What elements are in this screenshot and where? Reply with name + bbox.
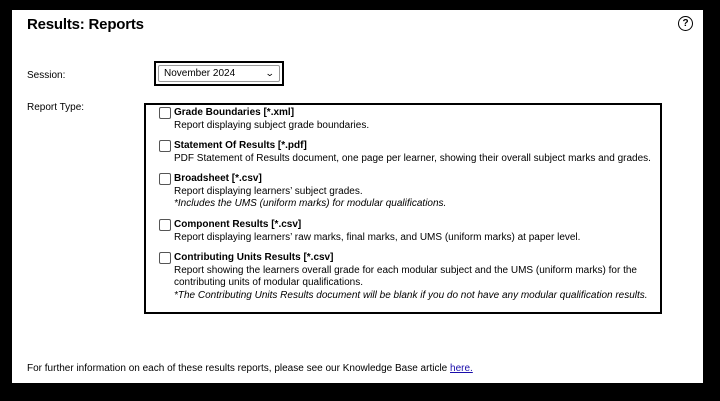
report-desc-continued: contributing units of modular qualifications.	[174, 277, 363, 288]
report-item-broadsheet	[160, 173, 446, 211]
report-item-component-results	[160, 219, 580, 244]
report-name[interactable]: Grade Boundaries [*.xml]	[174, 107, 295, 118]
footer-info	[27, 363, 473, 374]
session-select[interactable]	[158, 65, 280, 82]
grade-boundaries-checkbox[interactable]	[159, 107, 171, 119]
report-name[interactable]: Statement Of Results [*.pdf]	[174, 140, 307, 151]
report-type-list	[144, 103, 662, 314]
help-icon[interactable]: ?	[678, 16, 693, 31]
report-name[interactable]: Contributing Units Results [*.csv]	[174, 252, 334, 263]
statement-of-results-checkbox[interactable]	[159, 140, 171, 152]
report-name[interactable]: Broadsheet [*.csv]	[174, 173, 262, 184]
contributing-units-checkbox[interactable]	[159, 252, 171, 264]
results-reports-page	[12, 10, 703, 383]
session-select-focus-ring	[154, 61, 284, 86]
report-item-grade-boundaries	[160, 107, 369, 132]
report-desc: Report displaying learners’ subject grades.	[174, 185, 363, 197]
chevron-down-icon: ⌄	[265, 68, 276, 78]
report-desc: Report displaying subject grade boundaries.	[174, 119, 370, 131]
session-selected-value: November 2024	[164, 68, 236, 79]
report-note: *The Contributing Units Results document will be blank if you do not have any modular qualification results.	[174, 289, 648, 301]
knowledge-base-link[interactable]: here.	[450, 363, 473, 374]
report-item-statement-of-results	[160, 140, 651, 165]
component-results-checkbox[interactable]	[159, 219, 171, 231]
report-desc: Report displaying learners’ raw marks, final marks, and UMS (uniform marks) at paper level.	[174, 231, 581, 243]
report-desc: PDF Statement of Results document, one page per learner, showing their overall subject marks and grades.	[174, 152, 651, 164]
report-type-label: Report Type:	[27, 102, 85, 113]
footer-text: For further information on each of these results reports, please see our Knowledge Base article	[27, 363, 451, 374]
report-desc: Report showing the learners overall grade for each modular subject and the UMS (uniform marks) for the	[174, 264, 637, 276]
broadsheet-checkbox[interactable]	[159, 173, 171, 185]
session-label: Session:	[27, 70, 66, 81]
report-item-contributing-units	[160, 252, 648, 302]
report-note: *Includes the UMS (uniform marks) for modular qualifications.	[174, 198, 447, 209]
page-title: Results: Reports	[27, 16, 144, 33]
report-name[interactable]: Component Results [*.csv]	[174, 219, 302, 230]
